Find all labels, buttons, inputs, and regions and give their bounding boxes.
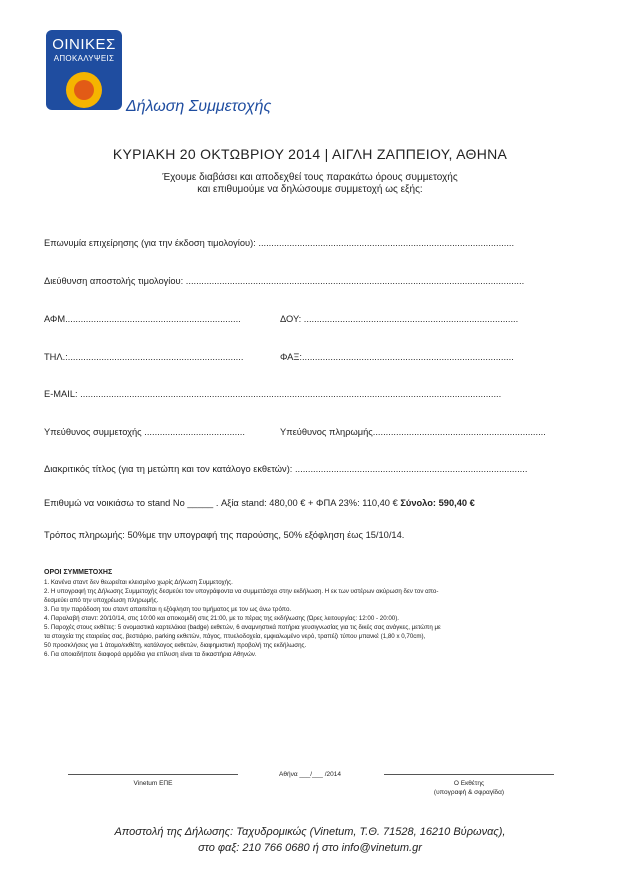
term-item: 50 προσκλήσεις για 1 άτομο/εκθέτη, κατάλογος εκθετών, διαφημιστική προβολή της εκδήλωσης. <box>44 642 307 649</box>
logo-line-1: ΟΙΝΙΚΕΣ <box>52 36 116 53</box>
terms-list <box>44 578 574 659</box>
term-item: 4. Παραλαβή σταντ: 20/10/14, στις 10:00 και αποκομιδή στις 21:00, με το πέρας της εκδήλωσης (Ώρες λειτουργίας: 12:00 - 20:00). <box>44 615 400 622</box>
payment-method: Τρόπος πληρωμής: 50%με την υπογραφή της παρούσης, 50% εξόφληση έως 15/10/14. <box>44 530 405 540</box>
intro-line-1: Έχουμε διαβάσει και αποδεχθεί τους παρακάτω όρους συμμετοχής <box>162 172 458 183</box>
term-item: 1. Κανένα σταντ δεν θεωρείται κλεισμένο χωρίς Δήλωση Συμμετοχής. <box>44 579 233 586</box>
fax-field[interactable]: ΦΑΞ:.................................................................................. <box>280 352 514 362</box>
signature-exhibitor: Ο Εκθέτης <box>453 780 485 787</box>
footer <box>0 824 620 856</box>
footer-line-2: στο φαξ: 210 766 0680 ή στο info@vinetum.gr <box>198 842 422 854</box>
signature-exhibitor-note: (υπογραφή & σφραγίδα) <box>433 789 505 796</box>
terms-title: ΟΡΟΙ ΣΥΜΜΕΤΟΧΗΣ <box>44 569 113 576</box>
term-item: τα στοιχεία της εταιρείας σας, βεστιάριο, parking εκθετών, πάγος, πτυελοδοχεία, εμφιαλωμένο νερό, τραπέζι τύπου μπανκέ (1,80 x 0,70cm), <box>44 633 426 640</box>
footer-line-1: Αποστολή της Δήλωσης: Ταχυδρομικώς (Vinetum, Τ.Θ. 71528, 16210 Βύρωνας), <box>114 826 506 838</box>
signature-line-right <box>384 774 554 775</box>
intro-line-2: και επιθυμούμε να δηλώσουμε συμμετοχή ως εξής: <box>197 184 423 195</box>
signature-line-left <box>68 774 238 775</box>
stand-text: Επιθυμώ να νοικιάσω το stand No _____ . Αξία stand: 480,00 € + ΦΠΑ 23%: 110,40 € <box>44 498 398 508</box>
tel-field[interactable]: ΤΗΛ.:.................................................................... <box>44 352 244 362</box>
term-item: δεσμεύει από την υποχρέωση πληρωμής. <box>44 597 159 604</box>
signature-vinetum: Vinetum ΕΠΕ <box>133 780 173 787</box>
address-field[interactable]: Διεύθυνση αποστολής τιμολογίου: ................................................................................................................................... <box>44 276 525 286</box>
intro-text <box>0 172 620 196</box>
doy-field[interactable]: ΔΟΥ: ................................................................................... <box>280 314 519 324</box>
logo <box>46 30 122 110</box>
term-item: 5. Παροχές στους εκθέτες: 5 ονομαστικά καρτελάκια (badge) εκθετών, 6 αναμνηστικά ποτήρια γευσιγνωσίας για τις δικές σας ανάγκες, μετώπη με <box>44 624 441 631</box>
email-field[interactable]: E-MAIL: ................................................................................................................................................................... <box>44 389 502 399</box>
term-item: 2. Η υπογραφή της Δήλωσης Συμμετοχής δεσμεύει τον υπογράφοντα να συμμετάσχει στην εκδήλωση. Η εκ των υστέρων ακύρωση δεν τον απο- <box>44 588 439 595</box>
term-item: 3. Για την παράδοση του σταντ απαιτείται η εξόφληση του τιμήματος με τον ως άνω τρόπο. <box>44 606 292 613</box>
distinctive-title-field[interactable]: Διακριτικός τίτλος (για τη μετώπη και τον κατάλογο εκθετών): .......................................................................................... <box>44 464 528 474</box>
afm-field[interactable]: ΑΦΜ.................................................................... <box>44 314 241 324</box>
responsible-field[interactable]: Υπεύθυνος συμμετοχής ....................................... <box>44 427 245 437</box>
event-header: ΚΥΡΙΑΚΗ 20 ΟΚΤΩΒΡΙΟΥ 2014 | ΑΙΓΛΗ ΖΑΠΠΕΙΟΥ, ΑΘΗΝΑ <box>112 146 508 162</box>
logo-line-2: ΑΠΟΚΑΛΥΨΕΙΣ <box>53 54 115 63</box>
form-subtitle: Δήλωση Συμμετοχής <box>126 98 272 115</box>
stand-line <box>44 498 475 508</box>
company-field[interactable]: Επωνυμία επιχείρησης (για την έκδοση τιμολογίου): ................................................................................................... <box>44 238 515 248</box>
stand-total: Σύνολο: 590,40 € <box>400 498 475 508</box>
payment-responsible-field[interactable]: Υπεύθυνος πληρωμής................................................................... <box>280 427 546 437</box>
term-item: 6. Για οποιαδήποτε διαφορά αρμόδια για επίλυση είναι τα δικαστήρια Αθηνών. <box>44 651 257 658</box>
signature-date: Αθήνα ___/___ /2014 <box>279 771 341 778</box>
sun-center-icon <box>74 80 94 100</box>
